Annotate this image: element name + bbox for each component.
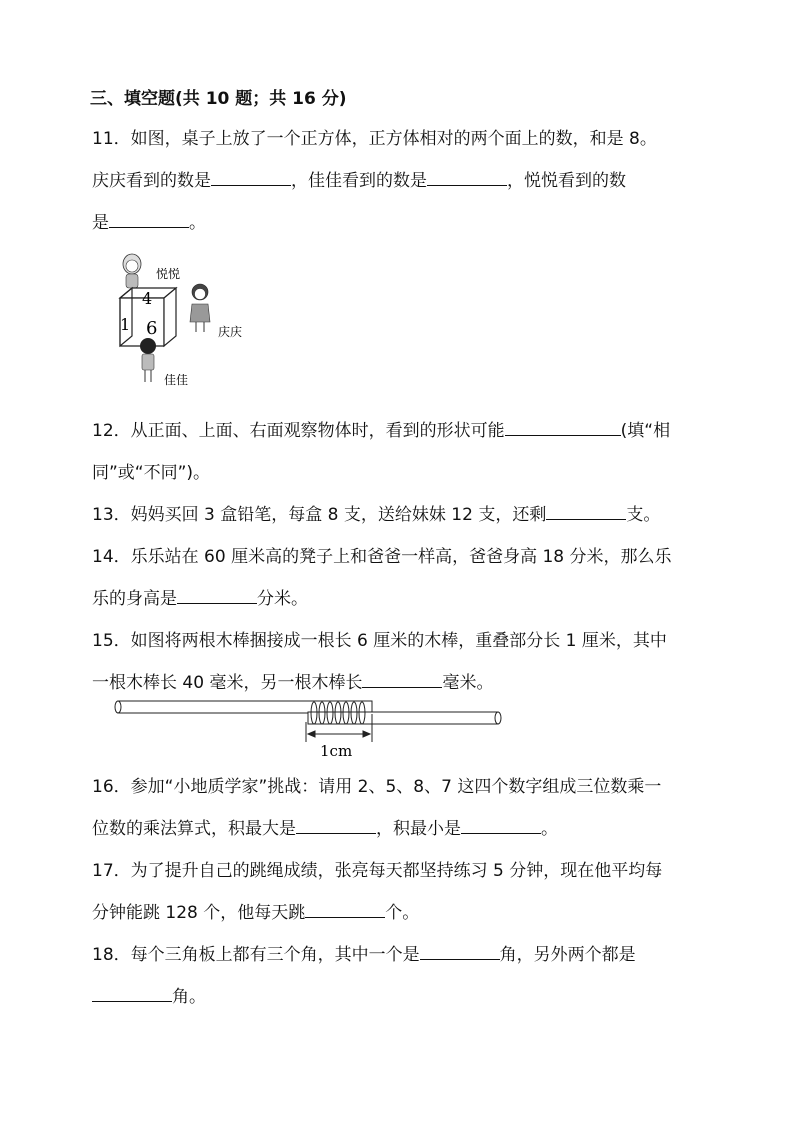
q18-line2: [92, 982, 206, 1007]
q12-line2: 同”或“不同”)。: [92, 463, 211, 483]
dimension-label: 1cm: [320, 742, 353, 760]
boy-bottom-icon: [140, 338, 156, 382]
q16-line1: 16．参加“小地质学家”挑战：请用 2、5、8、7 这四个数字组成三位数乘一: [92, 777, 662, 797]
q15-line2: [92, 668, 493, 693]
q17-text-a: 分钟能跳 128 个，他每天跳: [92, 903, 306, 923]
q16-blank-min[interactable]: [461, 818, 541, 834]
q13-text-b: 支。: [626, 505, 661, 525]
q16-text-a: 位数的乘法算式，积最大是: [92, 819, 296, 839]
q16-blank-max[interactable]: [296, 818, 376, 834]
q15-text-a: 一根木棒长 40 毫米，另一根木棒长: [92, 673, 363, 693]
sticks-svg: [112, 700, 512, 762]
q11-text-d: 是: [92, 213, 109, 233]
q11-text-a: 庆庆看到的数是: [92, 171, 211, 191]
q18-line1: [92, 940, 636, 965]
cube-face-top: 4: [142, 289, 153, 308]
section-title: 三、填空题(共 10 题；共 16 分): [90, 89, 347, 109]
q14-line1: 14．乐乐站在 60 厘米高的凳子上和爸爸一样高，爸爸身高 18 分米，那么乐: [92, 547, 672, 567]
q11-text-c: ，悦悦看到的数: [507, 171, 626, 191]
cube-svg: [110, 250, 260, 390]
q12-line1: [92, 416, 670, 441]
q14-text-b: 分米。: [257, 589, 308, 609]
label-jiajia: 佳佳: [164, 373, 189, 387]
q11-blank-qingqing[interactable]: [211, 170, 291, 186]
q11-line2: [92, 166, 626, 191]
stick-bottom: [308, 712, 501, 724]
q17-line1: 17．为了提升自己的跳绳成绩，张亮每天都坚持练习 5 分钟，现在他平均每: [92, 861, 663, 881]
q14-blank[interactable]: [177, 588, 257, 604]
q11-line3: [92, 208, 206, 233]
q13-line1: [92, 500, 660, 525]
q15-sticks-figure: [112, 700, 512, 762]
q17-blank[interactable]: [305, 902, 385, 918]
q17-line2: [92, 898, 419, 923]
q14-text-a: 乐的身高是: [92, 589, 177, 609]
q14-line2: [92, 584, 308, 609]
q15-text-b: 毫米。: [442, 673, 494, 693]
q11-line1: 11．如图，桌子上放了一个正方体，正方体相对的两个面上的数，和是 8。: [92, 129, 657, 149]
q12-text-b: (填“相: [620, 421, 671, 441]
q17-text-b: 个。: [385, 903, 420, 923]
q11-blank-jiajia[interactable]: [427, 170, 507, 186]
q16-text-c: 。: [541, 819, 558, 839]
girl-right-icon: [190, 284, 210, 332]
q12-text-a: 12．从正面、上面、右面观察物体时，看到的形状可能: [92, 421, 505, 441]
q11-text-b: ，佳佳看到的数是: [291, 171, 427, 191]
q16-text-b: ，积最小是: [376, 819, 461, 839]
cube-face-front: 6: [146, 318, 158, 339]
q18-text-b: 角，另外两个都是: [499, 945, 636, 965]
cube-face-left: 1: [120, 315, 131, 334]
q13-blank[interactable]: [546, 504, 626, 520]
q18-blank-2[interactable]: [92, 986, 172, 1002]
q11-cube-figure: [110, 250, 260, 390]
q18-blank-1[interactable]: [420, 944, 500, 960]
q18-text-a: 18．每个三角板上都有三个角，其中一个是: [92, 945, 420, 965]
q11-text-e: 。: [189, 213, 206, 233]
girl-top-icon: [123, 254, 141, 288]
q12-blank[interactable]: [505, 420, 621, 436]
q15-line1: 15．如图将两根木棒捆接成一根长 6 厘米的木棒，重叠部分长 1 厘米，其中: [92, 631, 667, 651]
q11-blank-yueyue[interactable]: [109, 212, 189, 228]
label-yueyue: 悦悦: [156, 267, 181, 281]
q15-blank[interactable]: [362, 672, 442, 688]
label-qingqing: 庆庆: [218, 325, 243, 339]
q16-line2: [92, 814, 558, 839]
q18-text-c: 角。: [172, 987, 206, 1007]
q13-text-a: 13．妈妈买回 3 盒铅笔，每盒 8 支，送给妹妹 12 支，还剩: [92, 505, 547, 525]
